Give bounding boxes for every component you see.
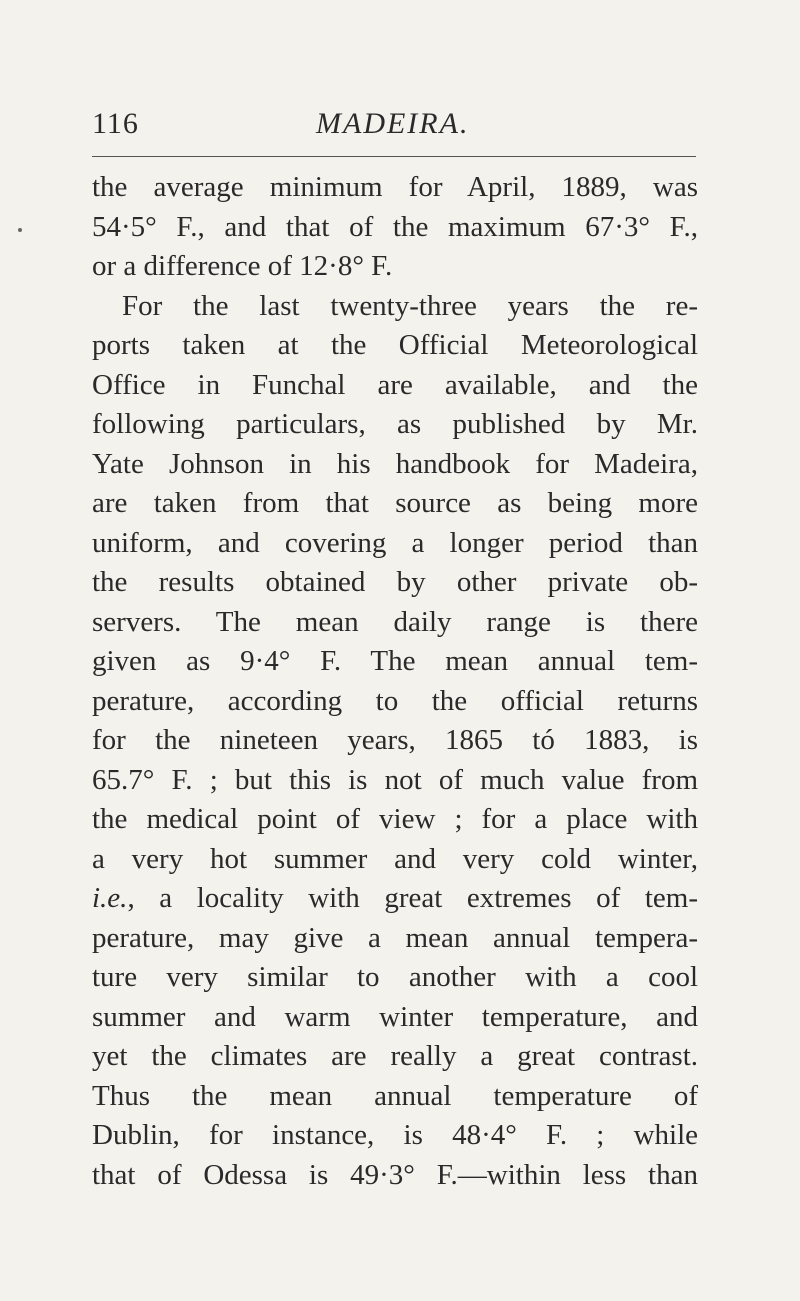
text-line: perature, may give a mean annual tempera-	[92, 921, 698, 954]
text-line: Thus the mean annual temperature of	[92, 1079, 698, 1112]
text-line: ports taken at the Official Meteorological	[92, 329, 698, 361]
text-line: ture very similar to another with a cool	[92, 961, 698, 993]
header-rule	[92, 156, 696, 157]
text-line: For the last twenty-three years the re-	[122, 289, 698, 322]
text-line: following particulars, as published by Mr.	[92, 408, 698, 440]
page-header	[0, 104, 800, 144]
text-line: servers. The mean daily range is there	[92, 605, 698, 638]
text-line: for the nineteen years, 1865 tó 1883, is	[92, 724, 698, 756]
text-line italic-start: i.e., a locality with great extremes of tem-	[92, 882, 698, 914]
text-line: a very hot summer and very cold winter,	[92, 842, 698, 875]
text-line: the medical point of view ; for a place with	[92, 803, 698, 835]
text-line: Yate Johnson in his handbook for Madeira,	[92, 447, 698, 480]
text-line: Dublin, for instance, is 48·4° F. ; while	[92, 1119, 698, 1151]
text-line: 54·5° F., and that of the maximum 67·3° F.,	[92, 210, 698, 243]
text-line: or a difference of 12·8° F.	[92, 250, 393, 282]
text-line: perature, according to the official returns	[92, 684, 698, 717]
text-line: given as 9·4° F. The mean annual tem-	[92, 645, 698, 677]
text-line: are taken from that source as being more	[92, 487, 698, 519]
body-text	[92, 168, 698, 1195]
text-line: the average minimum for April, 1889, was	[92, 171, 698, 203]
text-line: the results obtained by other private ob-	[92, 566, 698, 598]
text-line: summer and warm winter temperature, and	[92, 1000, 698, 1033]
text-line: 65.7° F. ; but this is not of much value from	[92, 763, 698, 796]
text-line: that of Odessa is 49·3° F.—within less than	[92, 1158, 698, 1191]
text-line: Office in Funchal are available, and the	[92, 368, 698, 401]
margin-speck	[18, 228, 22, 232]
text-line: yet the climates are really a great contrast.	[92, 1040, 698, 1072]
running-title: MADEIRA.	[316, 107, 470, 140]
text-line: uniform, and covering a longer period than	[92, 526, 698, 559]
page-number: 116	[92, 107, 139, 140]
